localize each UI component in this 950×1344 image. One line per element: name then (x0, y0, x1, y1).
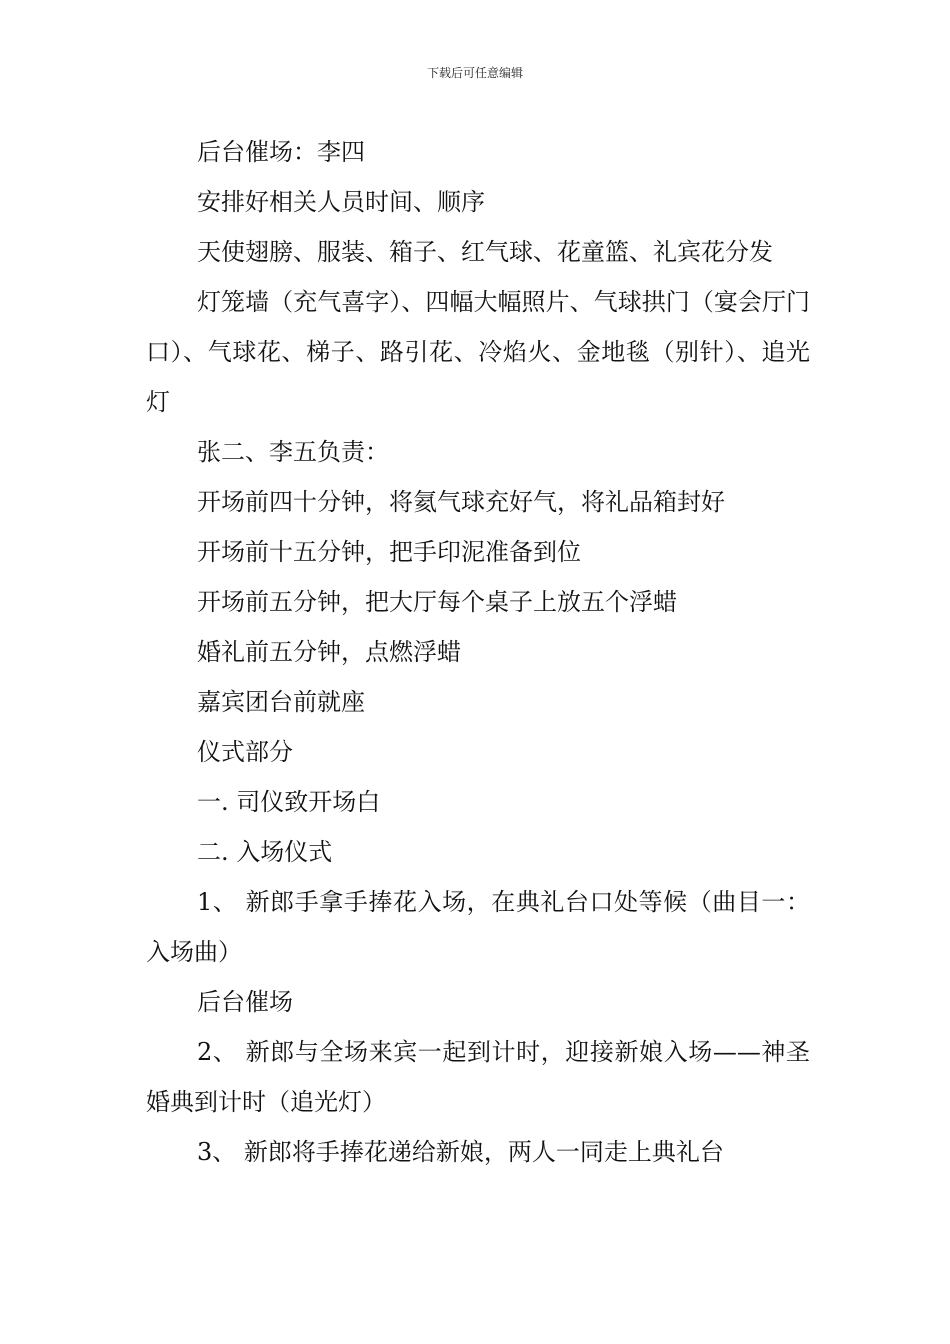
list-item-entrance: 二. 入场仪式 (197, 838, 333, 866)
paragraph-arrange-staff: 安排好相关人员时间、顺序 (197, 188, 485, 216)
paragraph-props-list: 天使翅膀、服装、箱子、红气球、花童篮、礼宾花分发 (197, 238, 773, 266)
paragraph-decor-list: 灯笼墙（充气喜字）、四幅大幅照片、气球拱门（宴会厅门口）、气球花、梯子、路引花、冷焰火、金地毯（别针）、追光灯 (146, 288, 810, 416)
page-header: 下载后可任意编辑 (426, 66, 523, 80)
paragraph-5min: 开场前五分钟，把大厅每个桌子上放五个浮蜡 (197, 588, 677, 616)
paragraph-backstage: 后台催场 (197, 988, 293, 1016)
document-body (146, 127, 810, 1177)
paragraph-15min: 开场前十五分钟，把手印泥准备到位 (197, 538, 581, 566)
list-item-opening: 一. 司仪致开场白 (197, 788, 381, 816)
paragraph-40min: 开场前四十分钟，将氦气球充好气，将礼品箱封好 (197, 488, 725, 516)
paragraph-backstage-lead: 后台催场：李四 (197, 138, 365, 166)
list-item-step-3: 3、 新郎将手捧花递给新娘，两人一同走上典礼台 (197, 1138, 724, 1166)
section-heading-ceremony: 仪式部分 (197, 738, 293, 766)
paragraph-light-candles: 婚礼前五分钟，点燃浮蜡 (197, 638, 461, 666)
paragraph-responsible: 张二、李五负责： (197, 438, 389, 466)
list-item-step-2: 2、 新郎与全场来宾一起到计时，迎接新娘入场——神圣婚典到计时（追光灯） (146, 1038, 810, 1116)
paragraph-guests-seated: 嘉宾团台前就座 (197, 688, 365, 716)
list-item-step-1: 1、 新郎手拿手捧花入场，在典礼台口处等候（曲目一：入场曲） (146, 888, 810, 966)
